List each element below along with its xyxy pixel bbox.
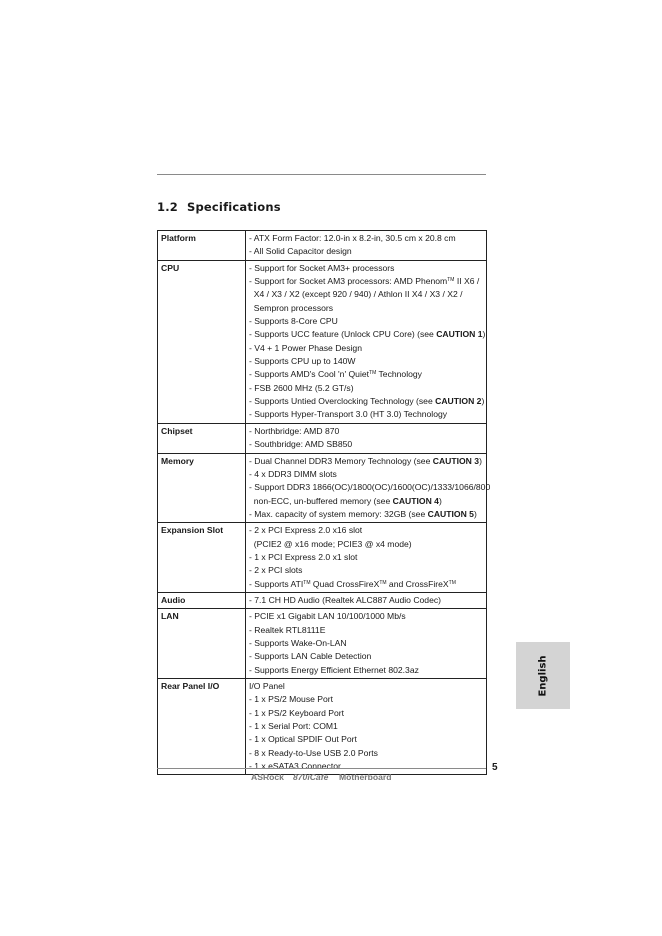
spec-values <box>246 523 487 593</box>
spec-line: - Supports LAN Cable Detection <box>249 651 372 662</box>
specifications-table <box>157 230 491 775</box>
section-number: 1.2 <box>157 200 178 214</box>
spec-values <box>246 609 487 679</box>
spec-line: - Supports Wake-On-LAN <box>249 637 347 648</box>
spec-row <box>158 592 487 608</box>
spec-label: CPU <box>158 260 246 423</box>
spec-line: - Support for Socket AM3+ processors <box>249 262 395 273</box>
spec-line: - 4 x DDR3 DIMM slots <box>249 468 337 479</box>
spec-line: - Supports Energy Efficient Ethernet 802.3az <box>249 664 419 675</box>
spec-line: - V4 + 1 Power Phase Design <box>249 342 362 353</box>
spec-line: - Support for Socket AM3 processors: AMD Phenom™ II X6 / <box>249 276 480 287</box>
spec-row <box>158 453 487 523</box>
spec-line: non-ECC, un-buffered memory (see CAUTION 4) <box>249 495 442 506</box>
spec-label: Platform <box>158 231 246 261</box>
spec-row <box>158 231 487 261</box>
spec-line: - Supports 8-Core CPU <box>249 316 338 327</box>
spec-label: Memory <box>158 453 246 523</box>
spec-label: Expansion Slot <box>158 523 246 593</box>
spec-line: - 2 x PCI Express 2.0 x16 slot <box>249 525 363 536</box>
spec-line: - FSB 2600 MHz (5.2 GT/s) <box>249 382 354 393</box>
section-heading <box>157 200 281 214</box>
spec-row <box>158 523 487 593</box>
spec-line: - Supports Untied Overclocking Technology (see CAUTION 2) <box>249 396 485 407</box>
spec-values <box>246 592 487 608</box>
spec-row <box>158 609 487 679</box>
footer-rule <box>157 768 486 769</box>
spec-line: - 7.1 CH HD Audio (Realtek ALC887 Audio Codec) <box>249 594 442 605</box>
section-title: Specifications <box>187 200 281 214</box>
spec-line: X4 / X3 / X2 (except 920 / 940) / Athlon II X4 / X3 / X2 / <box>249 289 463 300</box>
spec-line: - Dual Channel DDR3 Memory Technology (see CAUTION 3) <box>249 455 482 466</box>
spec-label: Audio <box>158 592 246 608</box>
spec-line: - All Solid Capacitor design <box>249 246 352 257</box>
spec-line: - Southbridge: AMD SB850 <box>249 439 353 450</box>
footer-product: Motherboard <box>339 772 392 782</box>
language-tab <box>516 642 570 709</box>
spec-row <box>158 423 487 453</box>
spec-line: - 2 x PCI slots <box>249 565 303 576</box>
spec-line: - Supports CPU up to 140W <box>249 356 356 367</box>
spec-line: - PCIE x1 Gigabit LAN 10/100/1000 Mb/s <box>249 611 406 622</box>
spec-line: - Supports UCC feature (Unlock CPU Core) (see CAUTION 1) <box>249 329 486 340</box>
spec-line: - Realtek RTL8111E <box>249 624 326 635</box>
spec-label: LAN <box>158 609 246 679</box>
spec-line: - 1 x Optical SPDIF Out Port <box>249 734 357 745</box>
spec-values <box>246 423 487 453</box>
spec-line: - Supports ATI™ Quad CrossFireX™ and CrossFireX™ <box>249 578 456 589</box>
spec-line: (PCIE2 @ x16 mode; PCIE3 @ x4 mode) <box>249 538 412 549</box>
spec-values <box>246 679 487 775</box>
spec-line: Sempron processors <box>249 302 334 313</box>
spec-row <box>158 260 487 423</box>
spec-label: Rear Panel I/O <box>158 679 246 775</box>
spec-line: - 1 x Serial Port: COM1 <box>249 721 338 732</box>
spec-line: - Max. capacity of system memory: 32GB (see CAUTION 5) <box>249 508 477 519</box>
footer-model: 870iCafe <box>293 772 329 782</box>
spec-values <box>246 231 487 261</box>
spec-line: - Northbridge: AMD 870 <box>249 425 340 436</box>
spec-line: I/O Panel <box>249 681 285 691</box>
footer-brand: ASRock <box>251 772 284 782</box>
language-tab-label: English <box>537 654 549 697</box>
spec-line: - Supports AMD's Cool 'n' Quiet™ Technology <box>249 369 422 380</box>
spec-line: - 1 x PS/2 Mouse Port <box>249 694 334 705</box>
page-number: 5 <box>492 762 498 773</box>
header-rule <box>157 174 486 175</box>
spec-line: - 8 x Ready-to-Use USB 2.0 Ports <box>249 747 378 758</box>
spec-line: - Support DDR3 1866(OC)/1800(OC)/1600(OC)/1333/1066/800 <box>249 482 491 493</box>
spec-line: - 1 x PS/2 Keyboard Port <box>249 707 345 718</box>
spec-label: Chipset <box>158 423 246 453</box>
spec-values <box>246 453 491 523</box>
spec-line: - Supports Hyper-Transport 3.0 (HT 3.0) Technology <box>249 409 448 420</box>
spec-row <box>158 679 487 775</box>
spec-values <box>246 260 487 423</box>
spec-line: - 1 x eSATA3 Connector <box>249 761 341 772</box>
spec-line: - 1 x PCI Express 2.0 x1 slot <box>249 551 358 562</box>
spec-line: - ATX Form Factor: 12.0-in x 8.2-in, 30.5 cm x 20.8 cm <box>249 233 456 243</box>
